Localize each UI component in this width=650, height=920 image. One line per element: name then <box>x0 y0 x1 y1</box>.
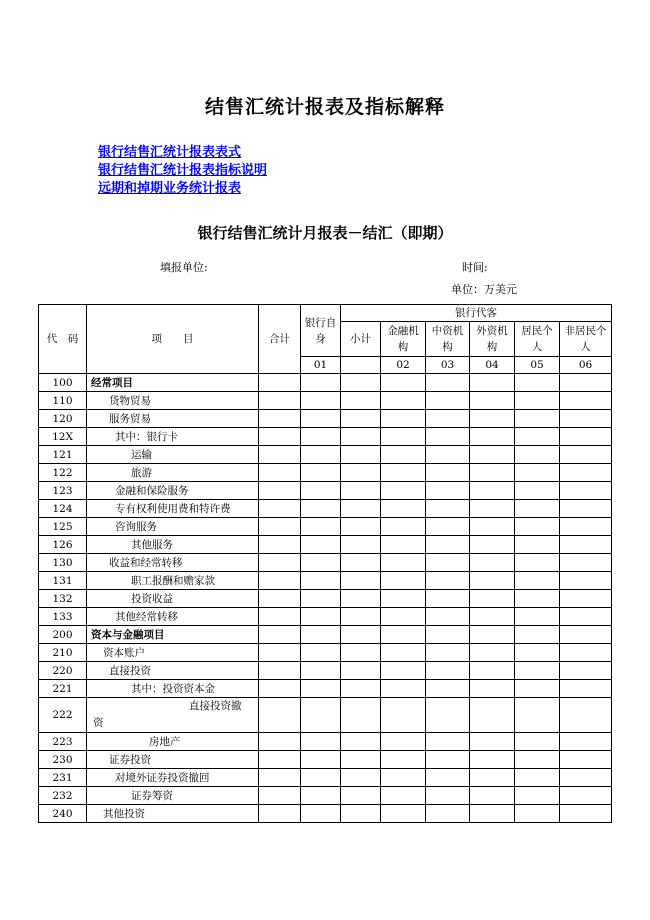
table-row <box>39 554 612 572</box>
value-cell[interactable] <box>259 500 301 518</box>
table-row <box>39 572 612 590</box>
value-cell[interactable] <box>301 464 341 482</box>
row-code: 230 <box>39 751 87 769</box>
value-cell[interactable] <box>426 769 470 787</box>
value-cell[interactable] <box>341 482 381 500</box>
value-cell[interactable] <box>515 805 560 823</box>
value-cell[interactable] <box>560 428 612 446</box>
row-code: 130 <box>39 554 87 572</box>
value-cell[interactable] <box>381 500 426 518</box>
value-cell[interactable] <box>259 518 301 536</box>
value-cell[interactable] <box>560 536 612 554</box>
value-cell[interactable] <box>341 572 381 590</box>
value-cell[interactable] <box>341 626 381 644</box>
value-cell[interactable] <box>259 787 301 805</box>
value-cell[interactable] <box>515 500 560 518</box>
value-cell[interactable] <box>560 662 612 680</box>
value-cell[interactable] <box>301 662 341 680</box>
value-cell[interactable] <box>560 518 612 536</box>
value-cell[interactable] <box>381 733 426 751</box>
value-cell[interactable] <box>426 733 470 751</box>
header-total: 合计 <box>259 305 301 374</box>
value-cell[interactable] <box>515 787 560 805</box>
value-cell[interactable] <box>470 733 515 751</box>
value-cell[interactable] <box>259 698 301 733</box>
value-cell[interactable] <box>259 590 301 608</box>
value-cell[interactable] <box>470 680 515 698</box>
row-code: 133 <box>39 608 87 626</box>
value-cell[interactable] <box>381 464 426 482</box>
value-cell[interactable] <box>470 374 515 392</box>
value-cell[interactable] <box>341 644 381 662</box>
row-item: 其他服务 <box>87 536 259 554</box>
value-cell[interactable] <box>426 374 470 392</box>
value-cell[interactable] <box>426 428 470 446</box>
value-cell[interactable] <box>515 626 560 644</box>
value-cell[interactable] <box>301 769 341 787</box>
row-code: 200 <box>39 626 87 644</box>
value-cell[interactable] <box>259 410 301 428</box>
col-number: 04 <box>470 357 515 374</box>
table-row <box>39 805 612 823</box>
table-row <box>39 410 612 428</box>
value-cell[interactable] <box>301 680 341 698</box>
header-bank-agent: 银行代客 <box>341 305 612 322</box>
value-cell[interactable] <box>426 554 470 572</box>
value-cell[interactable] <box>341 608 381 626</box>
value-cell[interactable] <box>341 662 381 680</box>
row-code: 220 <box>39 662 87 680</box>
value-cell[interactable] <box>259 428 301 446</box>
link-report-format[interactable]: 银行结售汇统计报表表式 <box>98 145 242 160</box>
value-cell[interactable] <box>515 374 560 392</box>
value-cell[interactable] <box>426 680 470 698</box>
table-row <box>39 751 612 769</box>
link-list <box>98 144 267 198</box>
value-cell[interactable] <box>259 464 301 482</box>
value-cell[interactable] <box>426 751 470 769</box>
row-code: 131 <box>39 572 87 590</box>
value-cell[interactable] <box>470 518 515 536</box>
header-item: 项 目 <box>87 305 259 374</box>
value-cell[interactable] <box>426 644 470 662</box>
value-cell[interactable] <box>560 805 612 823</box>
table-row <box>39 446 612 464</box>
value-cell[interactable] <box>301 805 341 823</box>
value-cell[interactable] <box>301 751 341 769</box>
value-cell[interactable] <box>381 392 426 410</box>
value-cell[interactable] <box>470 554 515 572</box>
value-cell[interactable] <box>301 518 341 536</box>
value-cell[interactable] <box>470 751 515 769</box>
value-cell[interactable] <box>301 536 341 554</box>
row-code: 222 <box>39 698 87 733</box>
value-cell[interactable] <box>259 572 301 590</box>
value-cell[interactable] <box>560 644 612 662</box>
header-chinese-funded: 中资机构 <box>426 322 470 357</box>
value-cell[interactable] <box>341 787 381 805</box>
value-cell[interactable] <box>470 608 515 626</box>
value-cell[interactable] <box>301 428 341 446</box>
value-cell[interactable] <box>341 698 381 733</box>
value-cell[interactable] <box>301 392 341 410</box>
value-cell[interactable] <box>515 518 560 536</box>
value-cell[interactable] <box>515 392 560 410</box>
value-cell[interactable] <box>560 769 612 787</box>
col-number: 05 <box>515 357 560 374</box>
table-row <box>39 733 612 751</box>
row-item: 运输 <box>87 446 259 464</box>
row-item: 资本账户 <box>87 644 259 662</box>
value-cell[interactable] <box>515 428 560 446</box>
value-cell[interactable] <box>426 500 470 518</box>
row-code: 221 <box>39 680 87 698</box>
row-code: 126 <box>39 536 87 554</box>
value-cell[interactable] <box>301 500 341 518</box>
value-cell[interactable] <box>470 644 515 662</box>
row-item: 对境外证券投资撤回 <box>87 769 259 787</box>
value-cell[interactable] <box>381 662 426 680</box>
row-code: 120 <box>39 410 87 428</box>
value-cell[interactable] <box>560 626 612 644</box>
link-forward-swap-report[interactable]: 远期和掉期业务统计报表 <box>98 181 242 196</box>
row-code: 240 <box>39 805 87 823</box>
value-cell[interactable] <box>470 464 515 482</box>
value-cell[interactable] <box>470 410 515 428</box>
value-cell[interactable] <box>515 572 560 590</box>
value-cell[interactable] <box>515 680 560 698</box>
value-cell[interactable] <box>301 482 341 500</box>
value-cell[interactable] <box>470 769 515 787</box>
col-number: 02 <box>381 357 426 374</box>
value-cell[interactable] <box>560 482 612 500</box>
table-row <box>39 536 612 554</box>
value-cell[interactable] <box>515 733 560 751</box>
value-cell[interactable] <box>560 787 612 805</box>
value-cell[interactable] <box>259 644 301 662</box>
col-number: 01 <box>301 357 341 374</box>
value-cell[interactable] <box>301 374 341 392</box>
row-item-line: 直接投资撤 <box>189 700 242 712</box>
table-row <box>39 698 612 733</box>
value-cell[interactable] <box>341 590 381 608</box>
value-cell[interactable] <box>341 500 381 518</box>
value-cell[interactable] <box>426 410 470 428</box>
value-cell[interactable] <box>259 680 301 698</box>
table-row <box>39 608 612 626</box>
value-cell[interactable] <box>426 805 470 823</box>
table-row <box>39 392 612 410</box>
table-row <box>39 644 612 662</box>
value-cell[interactable] <box>515 554 560 572</box>
row-code: 122 <box>39 464 87 482</box>
value-cell[interactable] <box>259 662 301 680</box>
value-cell[interactable] <box>381 536 426 554</box>
value-cell[interactable] <box>381 518 426 536</box>
value-cell[interactable] <box>560 751 612 769</box>
value-cell[interactable] <box>301 644 341 662</box>
row-item: 直接投资 <box>87 662 259 680</box>
report-table <box>38 304 612 823</box>
row-item: 职工报酬和赡家款 <box>87 572 259 590</box>
table-row <box>39 662 612 680</box>
value-cell[interactable] <box>259 374 301 392</box>
row-item-line: 资 <box>93 717 104 729</box>
value-cell[interactable] <box>341 518 381 536</box>
col-number: 03 <box>426 357 470 374</box>
row-item: 投资收益 <box>87 590 259 608</box>
value-cell[interactable] <box>470 500 515 518</box>
value-cell[interactable] <box>301 590 341 608</box>
row-item: 经常项目 <box>87 374 259 392</box>
value-cell[interactable] <box>301 554 341 572</box>
value-cell[interactable] <box>341 446 381 464</box>
row-code: 232 <box>39 787 87 805</box>
table-row <box>39 680 612 698</box>
value-cell[interactable] <box>470 805 515 823</box>
value-cell[interactable] <box>560 572 612 590</box>
value-cell[interactable] <box>381 446 426 464</box>
value-cell[interactable] <box>470 428 515 446</box>
value-cell[interactable] <box>259 392 301 410</box>
value-cell[interactable] <box>560 608 612 626</box>
value-cell[interactable] <box>301 410 341 428</box>
value-cell[interactable] <box>341 751 381 769</box>
value-cell[interactable] <box>259 805 301 823</box>
value-cell[interactable] <box>381 608 426 626</box>
value-cell[interactable] <box>381 374 426 392</box>
value-cell[interactable] <box>259 608 301 626</box>
value-cell[interactable] <box>426 662 470 680</box>
row-item: 其中：银行卡 <box>87 428 259 446</box>
time-label: 时间: <box>462 261 488 274</box>
value-cell[interactable] <box>560 392 612 410</box>
value-cell[interactable] <box>560 500 612 518</box>
value-cell[interactable] <box>560 374 612 392</box>
value-cell[interactable] <box>301 787 341 805</box>
value-cell[interactable] <box>341 536 381 554</box>
row-item: 其他投资 <box>87 805 259 823</box>
value-cell[interactable] <box>381 805 426 823</box>
header-nonresident: 非居民个人 <box>560 322 612 357</box>
value-cell[interactable] <box>341 464 381 482</box>
value-cell[interactable] <box>381 626 426 644</box>
value-cell[interactable] <box>426 590 470 608</box>
row-code: 210 <box>39 644 87 662</box>
row-item: 其他经常转移 <box>87 608 259 626</box>
value-cell[interactable] <box>301 572 341 590</box>
row-code: 231 <box>39 769 87 787</box>
value-cell[interactable] <box>515 590 560 608</box>
value-cell[interactable] <box>515 751 560 769</box>
value-cell[interactable] <box>560 698 612 733</box>
value-cell[interactable] <box>560 590 612 608</box>
table-row <box>39 518 612 536</box>
row-item: 资本与金融项目 <box>87 626 259 644</box>
row-item: 证券投资 <box>87 751 259 769</box>
row-code: 223 <box>39 733 87 751</box>
link-indicator-explanation[interactable]: 银行结售汇统计报表指标说明 <box>98 163 268 178</box>
fill-unit-label: 填报单位: <box>160 261 208 274</box>
value-cell[interactable] <box>381 698 426 733</box>
value-cell[interactable] <box>515 698 560 733</box>
table-row <box>39 769 612 787</box>
value-cell[interactable] <box>381 590 426 608</box>
value-cell[interactable] <box>426 392 470 410</box>
value-cell[interactable] <box>426 518 470 536</box>
value-cell[interactable] <box>470 787 515 805</box>
row-code: 121 <box>39 446 87 464</box>
value-cell[interactable] <box>341 392 381 410</box>
value-cell[interactable] <box>259 482 301 500</box>
value-cell[interactable] <box>470 590 515 608</box>
report-title: 银行结售汇统计月报表－结汇（即期） <box>197 224 453 242</box>
value-cell[interactable] <box>426 482 470 500</box>
value-cell[interactable] <box>515 769 560 787</box>
value-cell[interactable] <box>341 410 381 428</box>
row-item: 房地产 <box>87 733 259 751</box>
value-cell[interactable] <box>560 446 612 464</box>
value-cell[interactable] <box>381 572 426 590</box>
value-cell[interactable] <box>259 769 301 787</box>
value-cell[interactable] <box>515 410 560 428</box>
row-item: 其中：投资资本金 <box>87 680 259 698</box>
value-cell[interactable] <box>560 680 612 698</box>
header-bank-self: 银行自身 <box>301 305 341 357</box>
row-code: 123 <box>39 482 87 500</box>
value-cell[interactable] <box>341 428 381 446</box>
value-cell[interactable] <box>560 554 612 572</box>
value-cell[interactable] <box>470 626 515 644</box>
value-cell[interactable] <box>470 572 515 590</box>
row-code: 12X <box>39 428 87 446</box>
value-cell[interactable] <box>515 644 560 662</box>
row-item: 服务贸易 <box>87 410 259 428</box>
value-cell[interactable] <box>341 769 381 787</box>
value-cell[interactable] <box>341 554 381 572</box>
table-row <box>39 787 612 805</box>
col-number-blank <box>341 357 381 374</box>
table-row <box>39 626 612 644</box>
row-code: 100 <box>39 374 87 392</box>
value-cell[interactable] <box>515 482 560 500</box>
col-number: 06 <box>560 357 612 374</box>
value-cell[interactable] <box>515 464 560 482</box>
header-financial: 金融机构 <box>381 322 426 357</box>
value-cell[interactable] <box>341 374 381 392</box>
value-cell[interactable] <box>470 536 515 554</box>
table-row <box>39 374 612 392</box>
table-row <box>39 464 612 482</box>
value-cell[interactable] <box>341 733 381 751</box>
value-cell[interactable] <box>426 464 470 482</box>
value-cell[interactable] <box>301 626 341 644</box>
value-cell[interactable] <box>259 554 301 572</box>
value-cell[interactable] <box>515 608 560 626</box>
row-code: 132 <box>39 590 87 608</box>
table-row <box>39 482 612 500</box>
header-foreign-funded: 外资机构 <box>470 322 515 357</box>
row-item: 证券筹资 <box>87 787 259 805</box>
value-cell[interactable] <box>515 446 560 464</box>
value-cell[interactable] <box>341 805 381 823</box>
value-cell[interactable] <box>470 446 515 464</box>
table-row <box>39 428 612 446</box>
row-item: 咨询服务 <box>87 518 259 536</box>
value-cell[interactable] <box>426 536 470 554</box>
row-item <box>87 698 259 733</box>
row-code: 124 <box>39 500 87 518</box>
value-cell[interactable] <box>426 572 470 590</box>
value-cell[interactable] <box>259 626 301 644</box>
value-cell[interactable] <box>301 608 341 626</box>
value-cell[interactable] <box>426 446 470 464</box>
value-cell[interactable] <box>341 680 381 698</box>
value-cell[interactable] <box>381 482 426 500</box>
table-row <box>39 590 612 608</box>
value-cell[interactable] <box>381 554 426 572</box>
value-cell[interactable] <box>560 410 612 428</box>
value-cell[interactable] <box>301 446 341 464</box>
header-resident: 居民个人 <box>515 322 560 357</box>
currency-unit: 单位：万美元 <box>451 283 517 296</box>
value-cell[interactable] <box>259 536 301 554</box>
value-cell[interactable] <box>301 698 341 733</box>
value-cell[interactable] <box>381 410 426 428</box>
row-item: 收益和经常转移 <box>87 554 259 572</box>
header-code: 代 码 <box>39 305 87 374</box>
row-code: 125 <box>39 518 87 536</box>
value-cell[interactable] <box>426 626 470 644</box>
value-cell[interactable] <box>381 428 426 446</box>
row-item: 货物贸易 <box>87 392 259 410</box>
value-cell[interactable] <box>515 662 560 680</box>
value-cell[interactable] <box>426 787 470 805</box>
value-cell[interactable] <box>515 536 560 554</box>
value-cell[interactable] <box>470 662 515 680</box>
value-cell[interactable] <box>470 392 515 410</box>
row-item: 金融和保险服务 <box>87 482 259 500</box>
row-item: 专有权利使用费和特许费 <box>87 500 259 518</box>
value-cell[interactable] <box>381 787 426 805</box>
value-cell[interactable] <box>426 608 470 626</box>
value-cell[interactable] <box>259 733 301 751</box>
value-cell[interactable] <box>259 446 301 464</box>
value-cell[interactable] <box>470 482 515 500</box>
row-item: 旅游 <box>87 464 259 482</box>
value-cell[interactable] <box>381 680 426 698</box>
table-row <box>39 500 612 518</box>
row-code: 110 <box>39 392 87 410</box>
value-cell[interactable] <box>301 733 341 751</box>
header-subtotal: 小计 <box>341 322 381 357</box>
value-cell[interactable] <box>259 751 301 769</box>
value-cell[interactable] <box>381 644 426 662</box>
value-cell[interactable] <box>426 698 470 733</box>
page-title: 结售汇统计报表及指标解释 <box>204 96 445 118</box>
value-cell[interactable] <box>560 464 612 482</box>
value-cell[interactable] <box>381 769 426 787</box>
value-cell[interactable] <box>560 733 612 751</box>
value-cell[interactable] <box>470 698 515 733</box>
value-cell[interactable] <box>381 751 426 769</box>
